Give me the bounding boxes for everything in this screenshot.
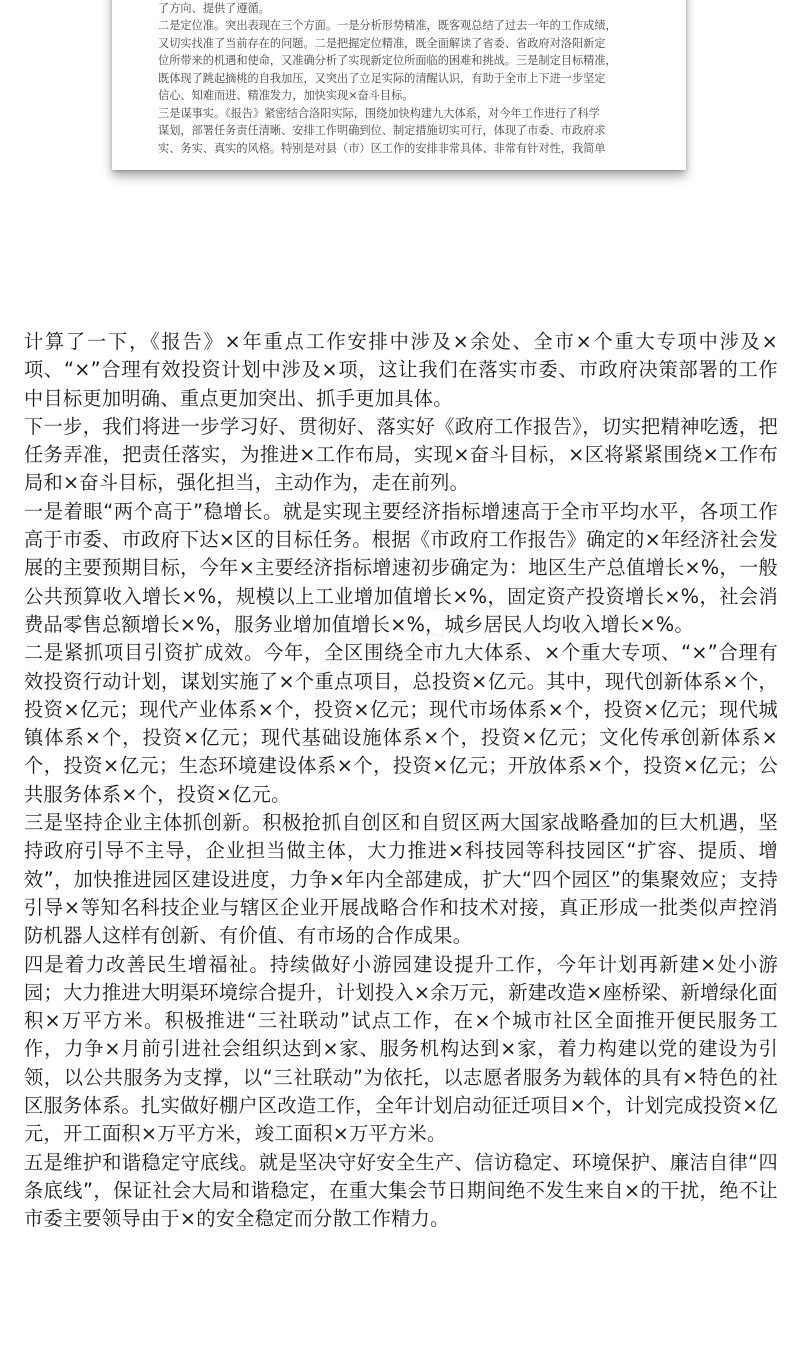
preview-line: 信心、知难而进、精准发力，加快实现×奋斗目标。 [158,89,414,102]
preview-line: 了方向、提供了遵循。 [158,1,270,15]
paragraph-intro-continuation: 计算了一下，《报告》×年重点工作安排中涉及×余处、全市×个重大专项中涉及×项、“×”合理有效投资计划中涉及×项，这让我们在落实市委、市政府决策部署的工作中目标更加明确、重点更加突出、抓手更加具体。 [24,330,778,410]
paragraph-point-one: 一是着眼“两个高于”稳增长。就是实现主要经济指标增速高于全市平均水平，各项工作高于市委、市政府下达×区的目标任务。根据《市政府工作报告》确定的×年经济社会发展的主要预期目标，今年×主要经济指标增速初步确定为：地区生产总值增长×%，一般公共预算收入增长×%，规模以上工业增加值增长×%，固定资产投资增长×%，社会消费品零售总额增长×%，服务业增加值增长×%，城乡居民人均收入增长×%。 [24,499,778,636]
preview-line: 又切实找准了当前存在的问题。二是把握定位精准，既全面解读了省委、省政府对洛阳新定 [158,36,606,50]
paragraph-point-three: 三是坚持企业主体抓创新。积极抢抓自创区和自贸区两大国家战略叠加的巨大机遇，坚持政府引导不主导，企业担当做主体，大力推进×科技园等科技园区“扩容、提质、增效”，加快推进园区建设进度，力争×年内全部建成，扩大“四个园区”的集聚效应；支持引导×等知名科技企业与辖区企业开展战略合作和技术对接，真正形成一批类似声控消防机器人这样有创新、有价值、有市场的合作成果。 [24,811,778,948]
preview-line: 位所带来的机遇和使命，又准确分析了实现新定位所面临的困难和挑战。三是制定目标精准， [158,54,617,67]
paragraph-point-two: 二是紧抓项目引资扩成效。今年，全区围绕全市九大体系、×个重大专项、“×”合理有效投资行动计划，谋划实施了×个重点项目，总投资×亿元。其中，现代创新体系×个，投资×亿元；现代产业体系×个，投资×亿元；现代市场体系×个，投资×亿元；现代城镇体系×个，投资×亿元；现代基础设施体系×个，投资×亿元；文化传承创新体系×个，投资×亿元；生态环境建设体系×个，投资×亿元；开放体系×个，投资×亿元；公共服务体系×个，投资×亿元。 [24,641,778,806]
preview-line: 实、务实、真实的风格。特别是对县（市）区工作的安排非常具体、非常有针对性，我简单 [158,141,606,155]
paragraph-point-five: 五是维护和谐稳定守底线。就是坚决守好安全生产、信访稳定、环境保护、廉洁自律“四条底线”，保证社会大局和谐稳定，在重大集会节日期间绝不发生来自×的干扰，绝不让市委主要领导由于×的安全稳定而分散工作精力。 [24,1150,778,1231]
preview-line: 谋划，部署任务责任清晰、安排工作明确到位、制定措施切实可行，体现了市委、市政府求 [158,124,606,137]
preview-line: 二是定位准。突出表现在三个方面。一是分析形势精准，既客观总结了过去一年的工作成绩， [158,19,617,32]
paragraph-next-steps: 下一步，我们将进一步学习好、贯彻好、落实好《政府工作报告》，切实把精神吃透，把任务弄准，把责任落实，为推进×工作布局，实现×奋斗目标，×区将紧紧围绕×工作布局和×奋斗目标，强化担当，主动作为，走在前列。 [24,414,778,495]
preview-line: 三是谋事实。《报告》紧密结合洛阳实际，围绕加快构建九大体系，对今年工作进行了科学 [158,106,600,120]
paragraph-point-four: 四是着力改善民生增福祉。持续做好小游园建设提升工作，今年计划再新建×处小游园；大力推进大明渠环境综合提升，计划投入×余万元，新建改造×座桥梁、新增绿化面积×万平方米。积极推进“三社联动”试点工作，在×个城市社区全面推开便民服务工作，力争×月前引进社会组织达到×家、服务机构达到×家，着力构建以党的建设为引领，以公共服务为支撑，以“三社联动”为依托，以志愿者服务为载体的具有×特色的社区服务体系。扎实做好棚户区改造工作，全年计划启动征迁项目×个，计划完成投资×亿元，开工面积×万平方米，竣工面积×万平方米。 [24,952,778,1146]
document-body [24,328,778,1234]
document-preview-card [112,0,686,170]
preview-text [158,0,658,157]
preview-line: 既体现了跳起摘桃的自我加压，又突出了立足实际的清醒认识，有助于全市上下进一步坚定 [158,71,606,85]
